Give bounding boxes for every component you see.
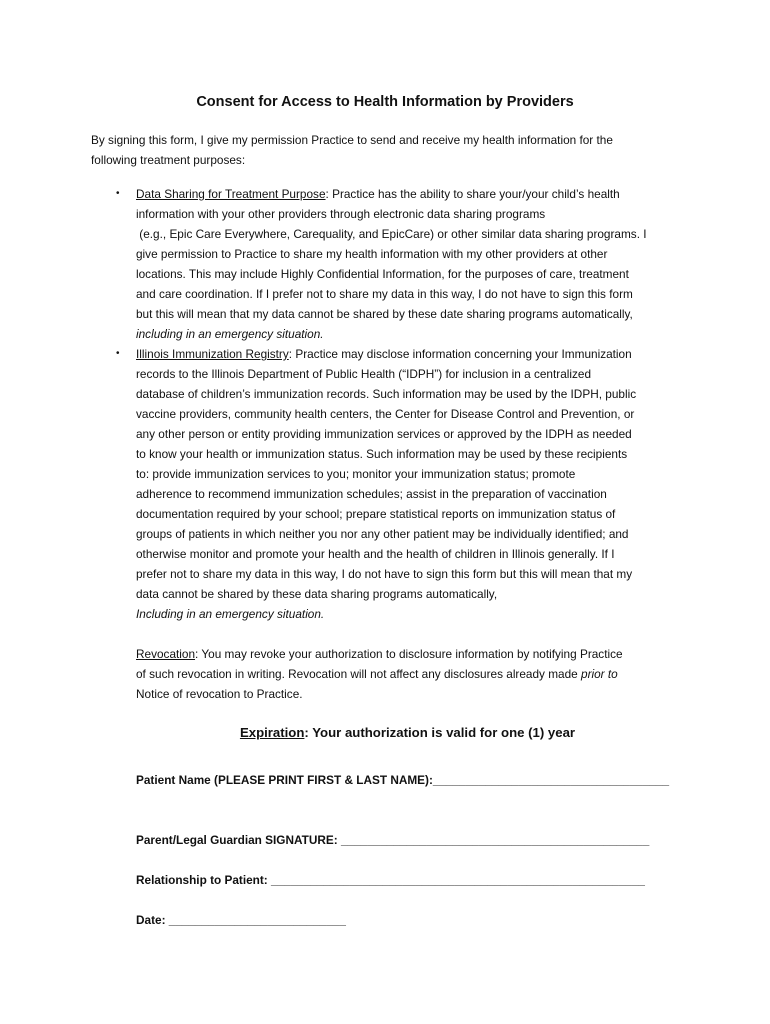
bullet-line: to know your health or immunization status. Such information may be used by these recipients [136, 447, 628, 461]
bullet-line: otherwise monitor and promote your health and the health of children in Illinois generally. If I [136, 547, 615, 561]
bullet-line [136, 344, 691, 364]
bullet-marker: • [116, 188, 120, 199]
bullet-line: locations. This may include Highly Confidential Information, for the purposes of care, treatment [136, 267, 629, 281]
revocation-heading: Revocation [136, 647, 196, 661]
bullet-line: and care coordination. If I prefer not to share my data in this way, I do not have to sign this form [136, 287, 633, 301]
expiration-heading: Expiration [239, 725, 305, 740]
date-field[interactable]: Date: ___________________________ [136, 913, 346, 927]
bullet-line [136, 184, 691, 204]
bullet-line: but this will mean that my data cannot be shared by these date sharing programs automatically, [136, 307, 633, 321]
bullet-data-sharing [116, 184, 691, 344]
bullet-line: any other person or entity providing immunization services or approved by the IDPH as needed [136, 427, 632, 441]
relationship-field[interactable]: Relationship to Patient: _________________________________________________________ [136, 873, 645, 887]
intro-paragraph [91, 130, 691, 170]
bullet-line: information with your other providers through electronic data sharing programs [136, 207, 546, 221]
bullet-text: : Practice may disclose information concerning your Immunization [288, 347, 632, 361]
bullet-heading-immunization: Illinois Immunization Registry [136, 347, 289, 361]
bullet-line: adherence to recommend immunization schedules; assist in the preparation of vaccination [136, 487, 607, 501]
bullet-line: groups of patients in which neither you nor any other patient may be individually identified; and [136, 527, 629, 541]
patient-name-field[interactable]: Patient Name (PLEASE PRINT FIRST & LAST NAME):____________________________________ [136, 773, 670, 787]
bullet-line: database of children’s immunization records. Such information may be used by the IDPH, public [136, 387, 637, 401]
bullet-line: prefer not to share my data in this way, I do not have to sign this form but this will mean that my [136, 567, 633, 581]
bullet-line: documentation required by your school; prepare statistical reports on immunization status of [136, 507, 616, 521]
revocation-line: Notice of revocation to Practice. [136, 687, 303, 701]
bullet-italic-line: including in an emergency situation. [136, 327, 324, 341]
expiration-statement [0, 725, 770, 740]
guardian-signature-field[interactable]: Parent/Legal Guardian SIGNATURE: _______________________________________________ [136, 833, 650, 847]
bullet-immunization-registry [116, 344, 691, 624]
bullet-line: (e.g., Epic Care Everywhere, Carequality, and EpicCare) or other similar data sharing programs. I [136, 227, 647, 241]
revocation-line [136, 644, 691, 664]
bullet-italic-line: Including in an emergency situation. [136, 607, 325, 621]
revocation-italic: prior to [581, 667, 618, 681]
document-title: Consent for Access to Health Information by Providers [196, 94, 574, 110]
bullet-line: give permission to Practice to share my health information with my other providers at other [136, 247, 608, 261]
revocation-text: : You may revoke your authorization to disclosure information by notifying Practice [195, 647, 623, 661]
bullet-marker: • [116, 348, 120, 359]
bullet-line: to: provide immunization services to you; monitor your immunization status; promote [136, 467, 576, 481]
bullet-line: records to the Illinois Department of Public Health (“IDPH”) for inclusion in a centralized [136, 367, 592, 381]
revocation-paragraph [136, 644, 691, 704]
bullet-line: vaccine providers, community health centers, the Center for Disease Control and Prevention, or [136, 407, 635, 421]
consent-bullet-list [116, 184, 691, 624]
intro-line: By signing this form, I give my permission Practice to send and receive my health information for the [91, 133, 613, 147]
bullet-heading-data-sharing: Data Sharing for Treatment Purpose [136, 187, 326, 201]
intro-line: following treatment purposes: [91, 153, 246, 167]
bullet-text: : Practice has the ability to share your/your child’s health [325, 187, 620, 201]
bullet-line: data cannot be shared by these data sharing programs automatically, [136, 587, 498, 601]
expiration-text: : Your authorization is valid for one (1) year [304, 725, 576, 740]
revocation-line [136, 664, 691, 684]
revocation-text: of such revocation in writing. Revocation will not affect any disclosures already made [136, 667, 582, 681]
